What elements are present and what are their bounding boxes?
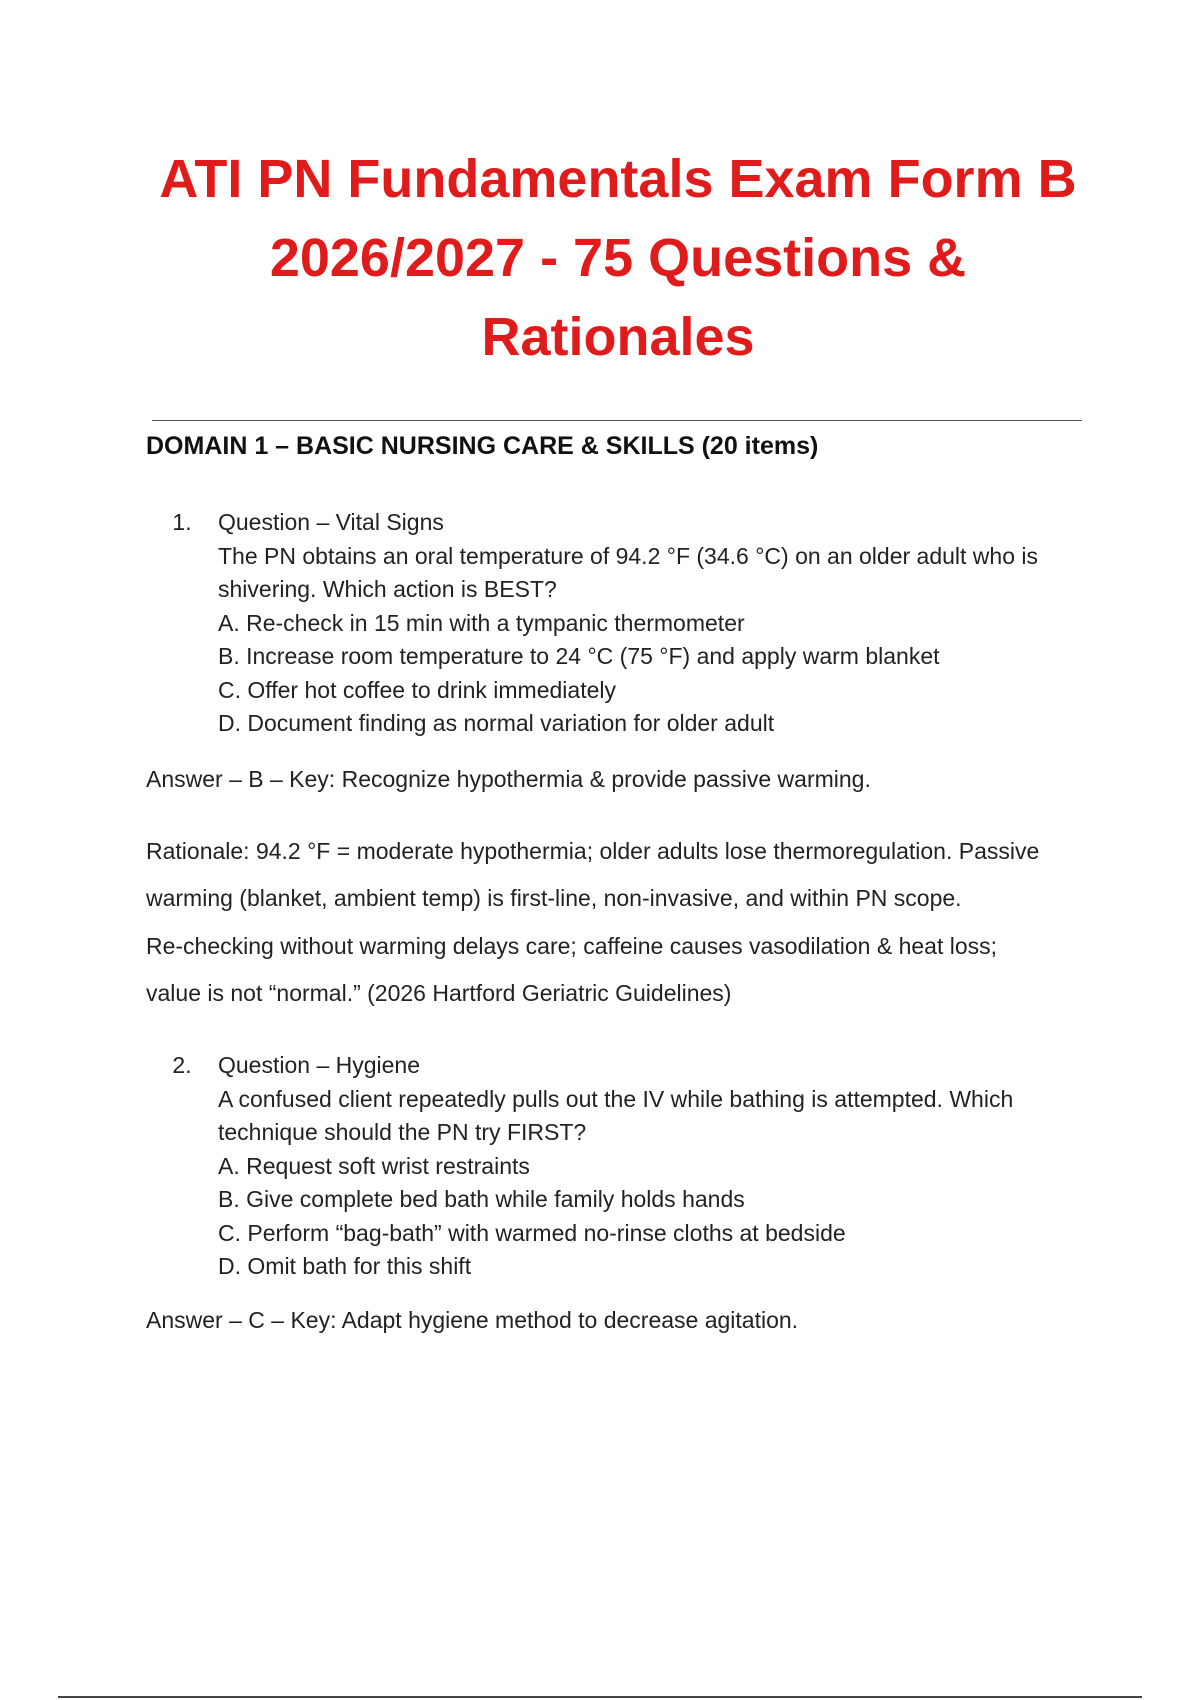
rationale-line: value is not “normal.” (2026 Hartford Geriatric Guidelines) bbox=[146, 979, 732, 1006]
question-title: Question – Vital Signs bbox=[218, 509, 444, 535]
answer-option-a: A. Re-check in 15 min with a tympanic thermometer bbox=[218, 609, 745, 636]
title-line: 2026/2027 - 75 Questions & bbox=[269, 228, 967, 288]
answer-option-d: D. Omit bath for this shift bbox=[218, 1253, 472, 1279]
title-line: ATI PN Fundamentals Exam Form B bbox=[159, 149, 1077, 209]
question-stem bbox=[218, 540, 1096, 607]
question-number: 2. bbox=[172, 1052, 192, 1078]
page-bottom-divider bbox=[58, 1696, 1142, 1698]
answer-option-a: A. Request soft wrist restraints bbox=[218, 1152, 530, 1179]
answer-key-2: Answer – C – Key: Adapt hygiene method to decrease agitation. bbox=[146, 1307, 799, 1333]
question-stem bbox=[218, 1083, 1096, 1150]
answer-option-d: D. Document finding as normal variation for older adult bbox=[218, 710, 775, 736]
title-line: Rationales bbox=[481, 307, 755, 367]
answer-key-1: Answer – B – Key: Recognize hypothermia & provide passive warming. bbox=[146, 766, 871, 792]
question-title: Question – Hygiene bbox=[218, 1052, 421, 1078]
rationale-line: Re-checking without warming delays care; caffeine causes vasodilation & heat loss; bbox=[146, 932, 998, 959]
rationale-line: Rationale: 94.2 °F = moderate hypothermia; older adults lose thermoregulation. Passive bbox=[146, 838, 1040, 864]
domain-heading: DOMAIN 1 – BASIC NURSING CARE & SKILLS (20 items) bbox=[146, 432, 819, 460]
answer-option-c: C. Offer hot coffee to drink immediately bbox=[218, 676, 616, 703]
title-divider bbox=[152, 420, 1082, 421]
answer-option-b: B. Give complete bed bath while family holds hands bbox=[218, 1186, 745, 1212]
rationale-1 bbox=[146, 828, 1106, 1017]
answer-option-b: B. Increase room temperature to 24 °C (75 °F) and apply warm blanket bbox=[218, 643, 940, 669]
answer-option-c: C. Perform “bag-bath” with warmed no-rinse cloths at bedside bbox=[218, 1219, 846, 1246]
question-stem-line: A confused client repeatedly pulls out the IV while bathing is attempted. Which bbox=[218, 1085, 1014, 1112]
question-1 bbox=[146, 506, 1096, 741]
question-stem-line: shivering. Which action is BEST? bbox=[218, 576, 557, 602]
rationale-line: warming (blanket, ambient temp) is first-line, non-invasive, and within PN scope. bbox=[146, 885, 962, 912]
question-number: 1. bbox=[172, 509, 192, 535]
document-title bbox=[150, 140, 1086, 377]
question-2 bbox=[146, 1049, 1096, 1284]
question-stem-line: technique should the PN try FIRST? bbox=[218, 1119, 587, 1145]
question-stem-line: The PN obtains an oral temperature of 94.2 °F (34.6 °C) on an older adult who is bbox=[218, 542, 1039, 569]
